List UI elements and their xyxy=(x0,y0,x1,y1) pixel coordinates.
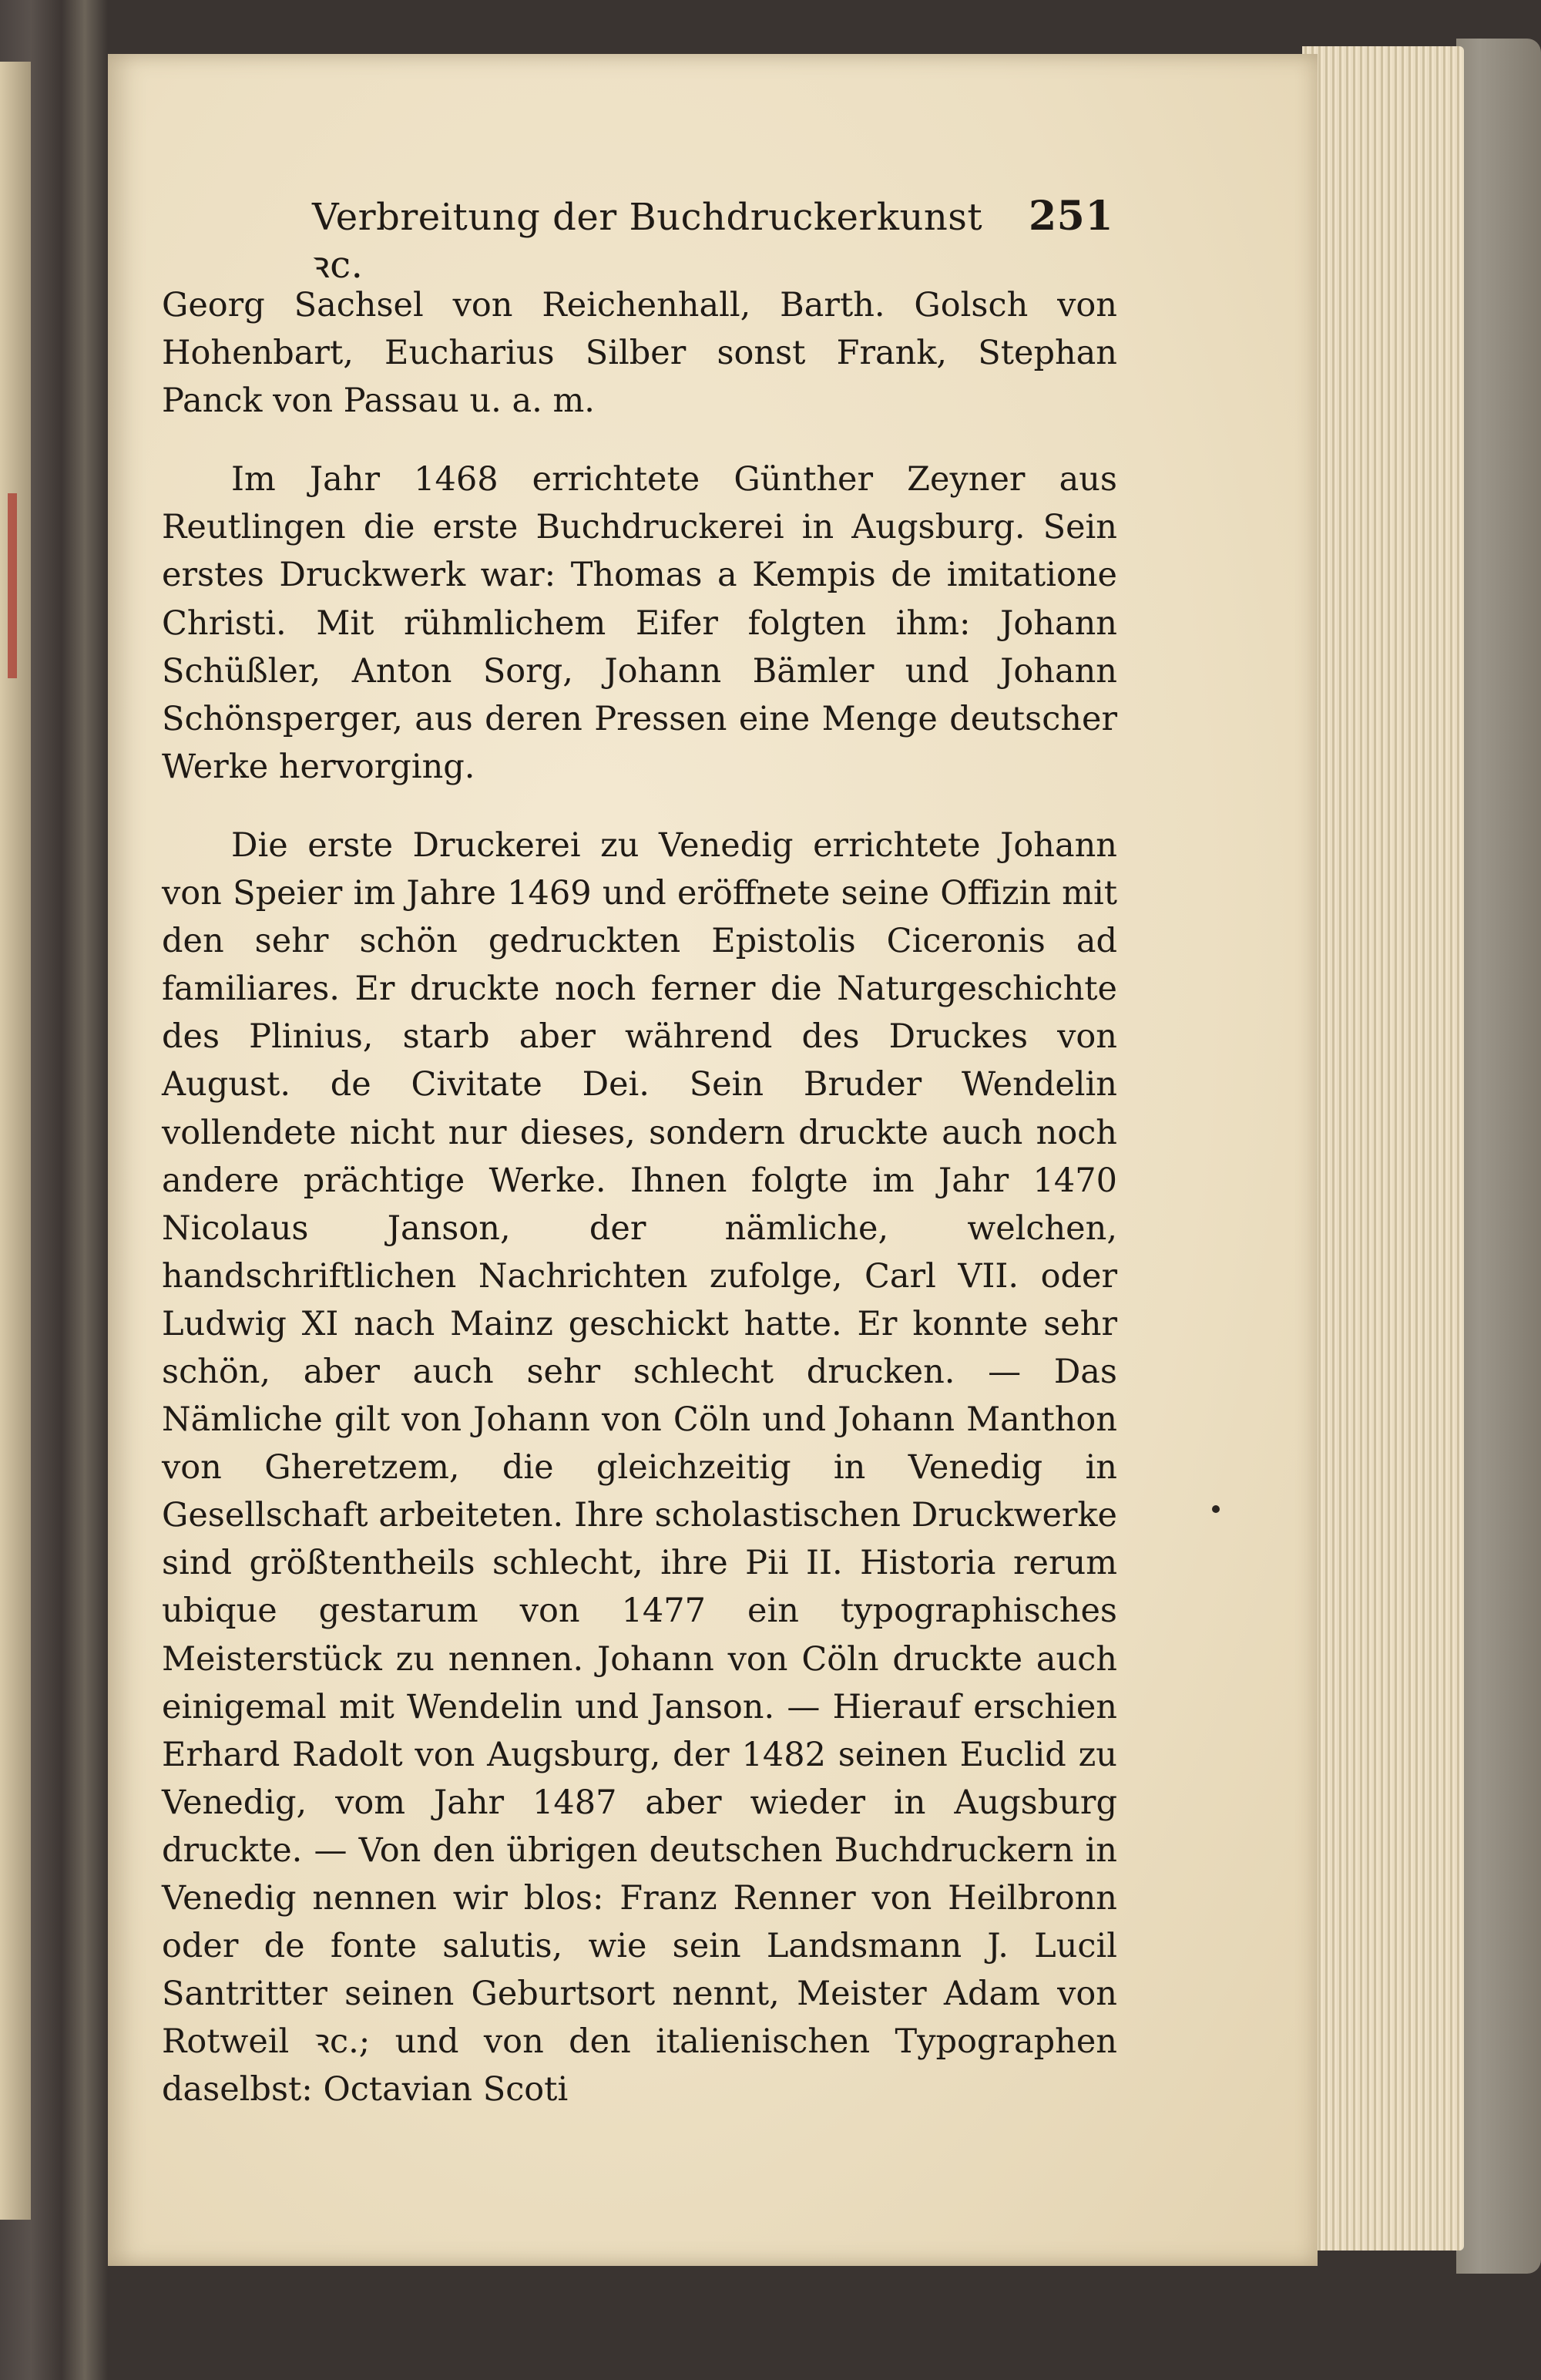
bookmark-ribbon xyxy=(8,493,17,678)
page-edges xyxy=(1302,46,1464,2251)
running-title: Verbreitung der Buchdruckerkunst ꝛc. xyxy=(312,196,983,287)
paragraph-2: Im Jahr 1468 errichtete Günther Zeyner aus Reutlingen die erste Buchdruckerei in Augsburg. Sein erstes Druckwerk war: Thomas a Kempis de imitatione Christi. Mit rühmlichem Eifer folgten ihm: Johann Schüßler, Anton Sorg, Johann Bämler und Johann Schönsperger, aus deren Pressen eine Menge deutscher Werke hervorging. xyxy=(162,460,1117,786)
ink-speck xyxy=(1212,1505,1220,1513)
paragraph-3: Die erste Druckerei zu Venedig errichtete Johann von Speier im Jahre 1469 und eröffnete seine Offizin mit den sehr schön gedruckten Epistolis Ciceronis ad familiares. Er druckte noch ferner die Naturgeschichte des Plinius, starb aber während des Druckes von August. de Civitate Dei. Sein Bruder Wendelin vollendete nicht nur dieses, sondern druckte auch noch andere prächtige Werke. Ihnen folgte im Jahr 1470 Nicolaus Janson, der nämliche, welchen, handschriftlichen Nachrichten zufolge, Carl VII. oder Ludwig XI nach Mainz geschickt hatte. Er konnte sehr schön, aber auch sehr schlecht drucken. — Das Nämliche gilt von Johann von Cöln und Johann Manthon von Gheretzem, die gleichzeitig in Venedig in Gesellschaft arbeiteten. Ihre scholastischen Druckwerke sind größtentheils schlecht, ihre Pii II. Historia rerum ubique gestarum von 1477 ein typographisches Meisterstück zu nennen. Johann von Cöln druckte auch einigemal mit Wendelin und Janson. — Hierauf erschien Erhard Radolt von Augsburg, der 1482 seinen Euclid zu Venedig, vom Jahr 1487 aber wieder in Augsburg druckte. — Von den übrigen deutschen Buchdruckern in Venedig nennen wir blos: Franz Renner von Heilbronn oder de fonte salutis, wie sein Landsmann J. Lucil Santritter seinen Geburtsort nennt, Meister Adam von Rotweil ꝛc.; und von den italienischen Typographen daselbst: Octavian Scoti xyxy=(162,825,1117,2109)
page-number: 251 xyxy=(1028,193,1113,240)
facing-page-sliver xyxy=(0,62,31,2220)
paragraph-1: Georg Sachsel von Reichenhall, Barth. Golsch von Hohenbart, Eucharius Silber sonst Frank, Stephan Panck von Passau u. a. m. xyxy=(162,286,1117,421)
running-header xyxy=(312,193,1113,289)
book-cover-edge xyxy=(1456,39,1541,2274)
body-text xyxy=(162,281,1117,2113)
